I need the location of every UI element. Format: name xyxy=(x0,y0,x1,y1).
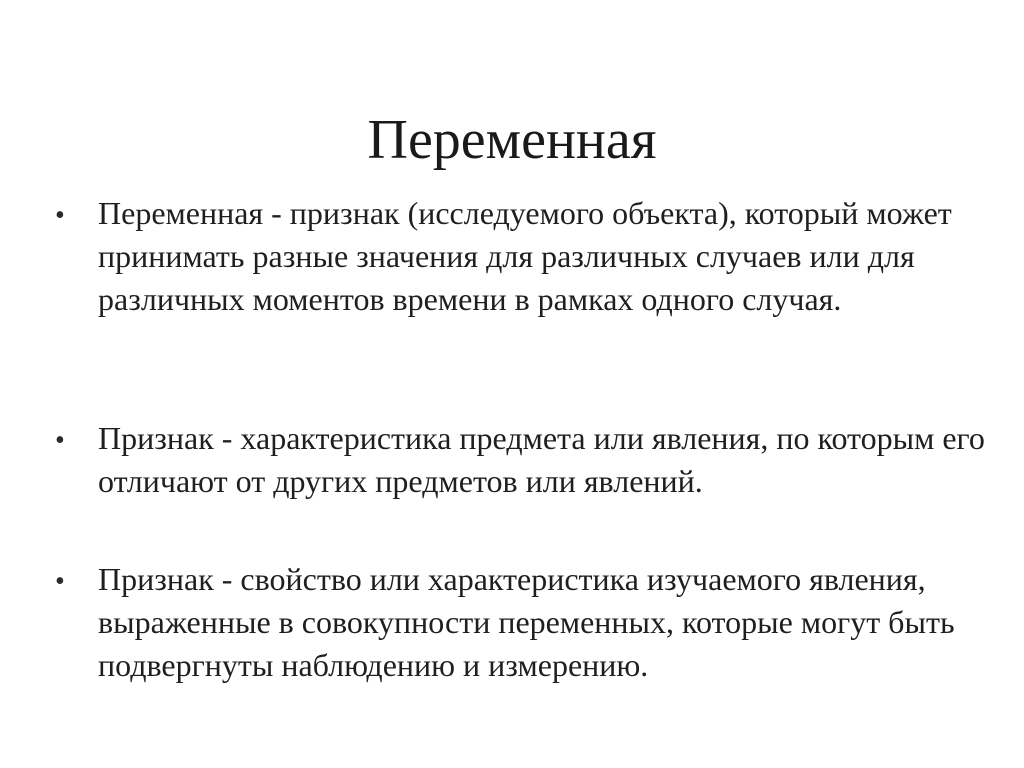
bullet-dot-icon: • xyxy=(55,425,65,456)
bullet-text: Признак - свойство или характеристика изучаемого явления, выраженные в совокупности переменных, которые могут быть подвергнуты наблюдению и измерению. xyxy=(98,561,955,683)
bullet-dot-icon: • xyxy=(55,200,65,231)
bullet-text: Переменная - признак (исследуемого объекта), который может принимать разные значения для различных случаев или для различных моментов времени в рамках одного случая. xyxy=(98,195,952,317)
bullet-dot-icon: • xyxy=(55,566,65,597)
bullet-text: Признак - характеристика предмета или явления, по которым его отличают от других предметов или явлений. xyxy=(98,420,985,499)
slide-title: Переменная xyxy=(367,109,657,171)
